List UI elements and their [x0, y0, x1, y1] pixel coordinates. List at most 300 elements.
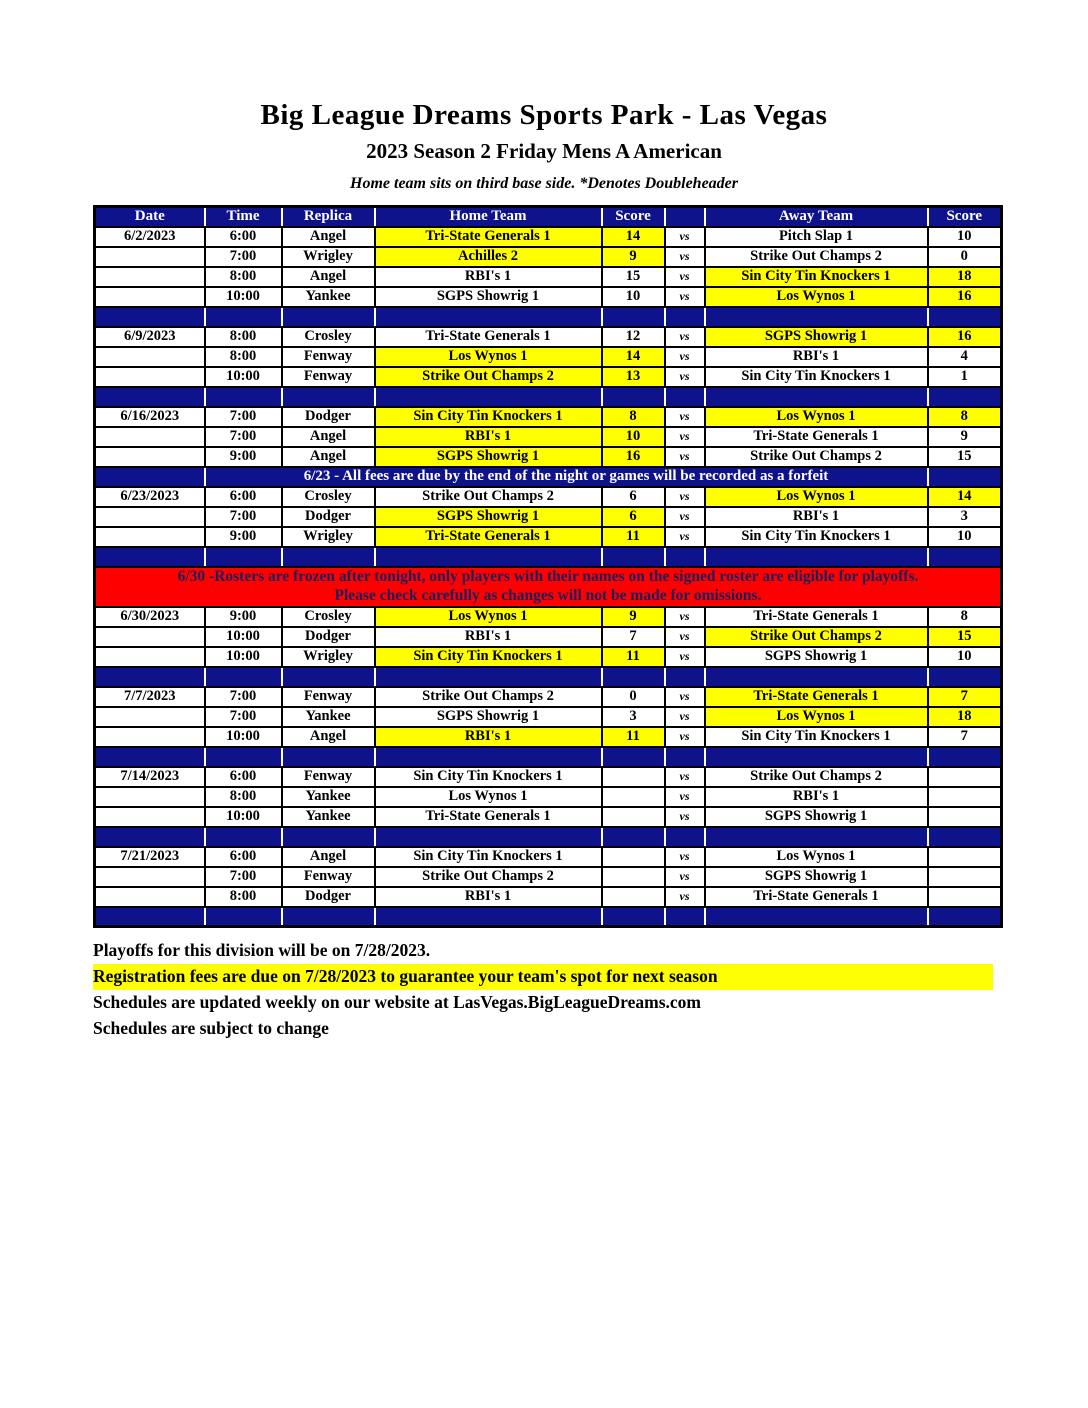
- time-cell: 9:00: [205, 607, 282, 627]
- home-score-cell: 7: [602, 627, 665, 647]
- column-header: Away Team: [705, 207, 928, 227]
- home-score-cell: [602, 887, 665, 907]
- home-score-cell: [602, 847, 665, 867]
- home-team-cell: Sin City Tin Knockers 1: [375, 407, 602, 427]
- spacer-cell: [95, 827, 205, 847]
- time-cell: 8:00: [205, 267, 282, 287]
- time-cell: 6:00: [205, 847, 282, 867]
- time-cell: 6:00: [205, 767, 282, 787]
- away-score-cell: 18: [928, 707, 1002, 727]
- home-score-cell: 16: [602, 447, 665, 467]
- vs-cell: vs: [665, 247, 705, 267]
- replica-cell: Angel: [282, 847, 375, 867]
- game-row: [95, 847, 1002, 867]
- replica-cell: Yankee: [282, 807, 375, 827]
- home-team-cell: Los Wynos 1: [375, 347, 602, 367]
- game-row: [95, 327, 1002, 347]
- home-score-cell: 11: [602, 647, 665, 667]
- game-row: [95, 287, 1002, 307]
- home-score-cell: [602, 787, 665, 807]
- home-team-cell: Los Wynos 1: [375, 607, 602, 627]
- spacer-row: [95, 307, 1002, 327]
- away-score-cell: 0: [928, 247, 1002, 267]
- vs-cell: vs: [665, 427, 705, 447]
- date-cell: [95, 887, 205, 907]
- replica-cell: Fenway: [282, 367, 375, 387]
- away-team-cell: Tri-State Generals 1: [705, 427, 928, 447]
- spacer-cell: [205, 547, 282, 567]
- replica-cell: Yankee: [282, 787, 375, 807]
- home-team-cell: Strike Out Champs 2: [375, 487, 602, 507]
- spacer-cell: [375, 307, 602, 327]
- vs-cell: vs: [665, 807, 705, 827]
- replica-cell: Angel: [282, 267, 375, 287]
- spacer-cell: [928, 667, 1002, 687]
- spacer-row: [95, 547, 1002, 567]
- away-team-cell: Strike Out Champs 2: [705, 247, 928, 267]
- away-score-cell: 16: [928, 287, 1002, 307]
- vs-cell: vs: [665, 447, 705, 467]
- time-cell: 8:00: [205, 327, 282, 347]
- column-header: [665, 207, 705, 227]
- home-score-cell: 11: [602, 527, 665, 547]
- away-score-cell: 3: [928, 507, 1002, 527]
- date-cell: [95, 867, 205, 887]
- time-cell: 10:00: [205, 727, 282, 747]
- away-team-cell: Tri-State Generals 1: [705, 687, 928, 707]
- vs-cell: vs: [665, 727, 705, 747]
- spacer-row: [95, 827, 1002, 847]
- spacer-cell: [705, 307, 928, 327]
- date-cell: [95, 627, 205, 647]
- spacer-cell: [928, 387, 1002, 407]
- vs-cell: vs: [665, 647, 705, 667]
- roster-freeze-banner-row: [95, 587, 1002, 607]
- spacer-cell: [375, 547, 602, 567]
- spacer-cell: [705, 667, 928, 687]
- replica-cell: Crosley: [282, 487, 375, 507]
- time-cell: 10:00: [205, 627, 282, 647]
- away-score-cell: 14: [928, 487, 1002, 507]
- spacer-cell: [205, 307, 282, 327]
- vs-cell: vs: [665, 847, 705, 867]
- home-team-cell: SGPS Showrig 1: [375, 287, 602, 307]
- replica-cell: Angel: [282, 727, 375, 747]
- away-team-cell: SGPS Showrig 1: [705, 647, 928, 667]
- away-score-cell: 10: [928, 227, 1002, 247]
- banner-right-cell: [928, 467, 1002, 487]
- game-row: [95, 887, 1002, 907]
- vs-cell: vs: [665, 287, 705, 307]
- date-cell: 7/7/2023: [95, 687, 205, 707]
- date-cell: [95, 267, 205, 287]
- vs-cell: vs: [665, 867, 705, 887]
- game-row: [95, 807, 1002, 827]
- home-score-cell: 12: [602, 327, 665, 347]
- game-row: [95, 767, 1002, 787]
- home-score-cell: 9: [602, 247, 665, 267]
- home-team-cell: Achilles 2: [375, 247, 602, 267]
- away-team-cell: Sin City Tin Knockers 1: [705, 267, 928, 287]
- replica-cell: Fenway: [282, 867, 375, 887]
- home-score-cell: 14: [602, 347, 665, 367]
- spacer-cell: [282, 747, 375, 767]
- page-note: Home team sits on third base side. *Denotes Doubleheader: [350, 175, 738, 192]
- away-team-cell: Los Wynos 1: [705, 487, 928, 507]
- away-team-cell: Pitch Slap 1: [705, 227, 928, 247]
- game-row: [95, 247, 1002, 267]
- spacer-cell: [95, 667, 205, 687]
- column-header: Score: [602, 207, 665, 227]
- spacer-cell: [602, 827, 665, 847]
- spacer-cell: [95, 907, 205, 927]
- game-row: [95, 627, 1002, 647]
- date-cell: [95, 707, 205, 727]
- away-score-cell: 15: [928, 447, 1002, 467]
- vs-cell: vs: [665, 347, 705, 367]
- home-team-cell: SGPS Showrig 1: [375, 507, 602, 527]
- game-row: [95, 507, 1002, 527]
- game-row: [95, 427, 1002, 447]
- vs-cell: vs: [665, 887, 705, 907]
- date-cell: 6/16/2023: [95, 407, 205, 427]
- home-team-cell: RBI's 1: [375, 887, 602, 907]
- date-cell: [95, 447, 205, 467]
- home-score-cell: 11: [602, 727, 665, 747]
- page-title: Big League Dreams Sports Park - Las Vegas: [260, 99, 828, 131]
- spacer-cell: [205, 667, 282, 687]
- spacer-cell: [282, 307, 375, 327]
- date-cell: [95, 427, 205, 447]
- game-row: [95, 447, 1002, 467]
- spacer-cell: [95, 307, 205, 327]
- spacer-cell: [205, 907, 282, 927]
- away-score-cell: 8: [928, 407, 1002, 427]
- away-score-cell: 16: [928, 327, 1002, 347]
- spacer-row: [95, 747, 1002, 767]
- away-score-cell: [928, 787, 1002, 807]
- replica-cell: Wrigley: [282, 247, 375, 267]
- time-cell: 6:00: [205, 487, 282, 507]
- time-cell: 7:00: [205, 407, 282, 427]
- schedule-table: [93, 205, 1003, 928]
- home-team-cell: Sin City Tin Knockers 1: [375, 767, 602, 787]
- away-team-cell: Los Wynos 1: [705, 847, 928, 867]
- table-header-row: [95, 207, 1002, 227]
- replica-cell: Angel: [282, 447, 375, 467]
- home-team-cell: Tri-State Generals 1: [375, 527, 602, 547]
- away-team-cell: Strike Out Champs 2: [705, 767, 928, 787]
- vs-cell: vs: [665, 687, 705, 707]
- roster-freeze-banner-row: [95, 567, 1002, 587]
- replica-cell: Angel: [282, 427, 375, 447]
- vs-cell: vs: [665, 627, 705, 647]
- home-team-cell: Sin City Tin Knockers 1: [375, 847, 602, 867]
- home-score-cell: 13: [602, 367, 665, 387]
- roster-freeze-text-cell: Please check carefully as changes will not be made for omissions.: [95, 587, 1002, 607]
- spacer-cell: [928, 307, 1002, 327]
- vs-cell: vs: [665, 407, 705, 427]
- home-score-cell: [602, 867, 665, 887]
- replica-cell: Fenway: [282, 347, 375, 367]
- game-row: [95, 407, 1002, 427]
- roster-freeze-text-cell: 6/30 -Rosters are frozen after tonight, only players with their names on the signed roster are eligible for playoffs.: [95, 567, 1002, 587]
- replica-cell: Crosley: [282, 607, 375, 627]
- spacer-cell: [928, 547, 1002, 567]
- away-score-cell: 1: [928, 367, 1002, 387]
- home-team-cell: RBI's 1: [375, 627, 602, 647]
- banner-text-cell: 6/23 - All fees are due by the end of the night or games will be recorded as a forfeit: [205, 467, 928, 487]
- home-team-cell: Tri-State Generals 1: [375, 227, 602, 247]
- spacer-cell: [205, 747, 282, 767]
- spacer-cell: [665, 547, 705, 567]
- spacer-cell: [665, 747, 705, 767]
- spacer-cell: [705, 747, 928, 767]
- time-cell: 9:00: [205, 527, 282, 547]
- home-score-cell: 10: [602, 427, 665, 447]
- spacer-cell: [665, 387, 705, 407]
- home-team-cell: Strike Out Champs 2: [375, 687, 602, 707]
- home-score-cell: 8: [602, 407, 665, 427]
- home-score-cell: 15: [602, 267, 665, 287]
- away-team-cell: SGPS Showrig 1: [705, 807, 928, 827]
- spacer-cell: [602, 667, 665, 687]
- away-team-cell: RBI's 1: [705, 507, 928, 527]
- away-team-cell: Sin City Tin Knockers 1: [705, 367, 928, 387]
- column-header: Home Team: [375, 207, 602, 227]
- date-cell: 6/23/2023: [95, 487, 205, 507]
- spacer-cell: [602, 547, 665, 567]
- time-cell: 7:00: [205, 707, 282, 727]
- date-cell: 6/9/2023: [95, 327, 205, 347]
- away-team-cell: SGPS Showrig 1: [705, 867, 928, 887]
- time-cell: 7:00: [205, 247, 282, 267]
- away-team-cell: Strike Out Champs 2: [705, 447, 928, 467]
- spacer-cell: [705, 387, 928, 407]
- spacer-cell: [375, 747, 602, 767]
- spacer-cell: [928, 907, 1002, 927]
- home-score-cell: [602, 767, 665, 787]
- replica-cell: Yankee: [282, 707, 375, 727]
- date-cell: [95, 807, 205, 827]
- spacer-cell: [282, 387, 375, 407]
- game-row: [95, 347, 1002, 367]
- spacer-cell: [375, 907, 602, 927]
- away-score-cell: 18: [928, 267, 1002, 287]
- away-score-cell: 10: [928, 527, 1002, 547]
- vs-cell: vs: [665, 267, 705, 287]
- away-team-cell: Sin City Tin Knockers 1: [705, 727, 928, 747]
- replica-cell: Wrigley: [282, 647, 375, 667]
- date-cell: [95, 247, 205, 267]
- spacer-cell: [602, 907, 665, 927]
- vs-cell: vs: [665, 787, 705, 807]
- away-score-cell: [928, 807, 1002, 827]
- footer-line: Schedules are subject to change: [93, 1018, 329, 1038]
- replica-cell: Dodger: [282, 407, 375, 427]
- spacer-row: [95, 387, 1002, 407]
- time-cell: 7:00: [205, 427, 282, 447]
- footer-line: Schedules are updated weekly on our website at LasVegas.BigLeagueDreams.com: [93, 992, 701, 1012]
- spacer-cell: [205, 827, 282, 847]
- vs-cell: vs: [665, 707, 705, 727]
- spacer-cell: [375, 387, 602, 407]
- away-team-cell: RBI's 1: [705, 347, 928, 367]
- spacer-cell: [705, 547, 928, 567]
- replica-cell: Dodger: [282, 627, 375, 647]
- date-cell: [95, 727, 205, 747]
- time-cell: 10:00: [205, 367, 282, 387]
- away-score-cell: 7: [928, 727, 1002, 747]
- spacer-cell: [95, 387, 205, 407]
- spacer-cell: [282, 907, 375, 927]
- spacer-cell: [282, 827, 375, 847]
- registration-notice: Registration fees are due on 7/28/2023 to guarantee your team's spot for next season: [93, 964, 993, 990]
- away-score-cell: 15: [928, 627, 1002, 647]
- spacer-cell: [282, 667, 375, 687]
- home-score-cell: 14: [602, 227, 665, 247]
- time-cell: 7:00: [205, 507, 282, 527]
- spacer-cell: [375, 667, 602, 687]
- vs-cell: vs: [665, 227, 705, 247]
- away-team-cell: Tri-State Generals 1: [705, 607, 928, 627]
- spacer-cell: [602, 387, 665, 407]
- time-cell: 10:00: [205, 807, 282, 827]
- home-team-cell: Los Wynos 1: [375, 787, 602, 807]
- replica-cell: Crosley: [282, 327, 375, 347]
- away-score-cell: 7: [928, 687, 1002, 707]
- vs-cell: vs: [665, 767, 705, 787]
- date-cell: [95, 647, 205, 667]
- column-header: Time: [205, 207, 282, 227]
- home-score-cell: 10: [602, 287, 665, 307]
- away-team-cell: SGPS Showrig 1: [705, 327, 928, 347]
- spacer-cell: [665, 907, 705, 927]
- away-score-cell: 8: [928, 607, 1002, 627]
- home-team-cell: RBI's 1: [375, 727, 602, 747]
- home-score-cell: [602, 807, 665, 827]
- time-cell: 10:00: [205, 287, 282, 307]
- spacer-cell: [705, 827, 928, 847]
- vs-cell: vs: [665, 327, 705, 347]
- home-score-cell: 6: [602, 507, 665, 527]
- date-cell: [95, 367, 205, 387]
- time-cell: 7:00: [205, 687, 282, 707]
- away-score-cell: [928, 767, 1002, 787]
- spacer-cell: [665, 307, 705, 327]
- game-row: [95, 707, 1002, 727]
- date-cell: 7/14/2023: [95, 767, 205, 787]
- game-row: [95, 647, 1002, 667]
- spacer-cell: [928, 827, 1002, 847]
- time-cell: 8:00: [205, 347, 282, 367]
- away-team-cell: Los Wynos 1: [705, 707, 928, 727]
- replica-cell: Wrigley: [282, 527, 375, 547]
- home-team-cell: SGPS Showrig 1: [375, 707, 602, 727]
- home-team-cell: RBI's 1: [375, 427, 602, 447]
- replica-cell: Dodger: [282, 887, 375, 907]
- spacer-cell: [375, 827, 602, 847]
- spacer-cell: [282, 547, 375, 567]
- away-team-cell: Strike Out Champs 2: [705, 627, 928, 647]
- away-score-cell: 4: [928, 347, 1002, 367]
- spacer-cell: [665, 827, 705, 847]
- home-team-cell: SGPS Showrig 1: [375, 447, 602, 467]
- fees-banner-row: [95, 467, 1002, 487]
- home-score-cell: 0: [602, 687, 665, 707]
- date-cell: [95, 527, 205, 547]
- date-cell: 6/30/2023: [95, 607, 205, 627]
- spacer-cell: [705, 907, 928, 927]
- home-team-cell: Strike Out Champs 2: [375, 367, 602, 387]
- game-row: [95, 727, 1002, 747]
- home-team-cell: Tri-State Generals 1: [375, 327, 602, 347]
- home-score-cell: 6: [602, 487, 665, 507]
- away-score-cell: [928, 887, 1002, 907]
- date-cell: [95, 347, 205, 367]
- time-cell: 6:00: [205, 227, 282, 247]
- date-cell: [95, 507, 205, 527]
- spacer-cell: [928, 747, 1002, 767]
- away-score-cell: [928, 867, 1002, 887]
- away-team-cell: Sin City Tin Knockers 1: [705, 527, 928, 547]
- home-team-cell: Tri-State Generals 1: [375, 807, 602, 827]
- home-team-cell: Strike Out Champs 2: [375, 867, 602, 887]
- game-row: [95, 787, 1002, 807]
- time-cell: 8:00: [205, 787, 282, 807]
- date-cell: 6/2/2023: [95, 227, 205, 247]
- game-row: [95, 487, 1002, 507]
- home-score-cell: 9: [602, 607, 665, 627]
- date-cell: [95, 287, 205, 307]
- spacer-cell: [665, 667, 705, 687]
- vs-cell: vs: [665, 527, 705, 547]
- spacer-row: [95, 667, 1002, 687]
- spacer-cell: [205, 387, 282, 407]
- game-row: [95, 367, 1002, 387]
- home-team-cell: RBI's 1: [375, 267, 602, 287]
- game-row: [95, 687, 1002, 707]
- vs-cell: vs: [665, 507, 705, 527]
- home-team-cell: Sin City Tin Knockers 1: [375, 647, 602, 667]
- time-cell: 8:00: [205, 887, 282, 907]
- document-header: [0, 0, 1088, 193]
- game-row: [95, 227, 1002, 247]
- banner-left-cell: [95, 467, 205, 487]
- column-header: Date: [95, 207, 205, 227]
- away-score-cell: [928, 847, 1002, 867]
- away-score-cell: 9: [928, 427, 1002, 447]
- time-cell: 7:00: [205, 867, 282, 887]
- column-header: Replica: [282, 207, 375, 227]
- vs-cell: vs: [665, 487, 705, 507]
- spacer-row: [95, 907, 1002, 927]
- spacer-cell: [602, 747, 665, 767]
- game-row: [95, 527, 1002, 547]
- date-cell: [95, 787, 205, 807]
- footer-line: Playoffs for this division will be on 7/28/2023.: [93, 940, 431, 960]
- away-team-cell: Los Wynos 1: [705, 407, 928, 427]
- game-row: [95, 607, 1002, 627]
- date-cell: 7/21/2023: [95, 847, 205, 867]
- replica-cell: Fenway: [282, 687, 375, 707]
- home-score-cell: 3: [602, 707, 665, 727]
- spacer-cell: [95, 547, 205, 567]
- game-row: [95, 867, 1002, 887]
- replica-cell: Yankee: [282, 287, 375, 307]
- away-team-cell: RBI's 1: [705, 787, 928, 807]
- away-score-cell: 10: [928, 647, 1002, 667]
